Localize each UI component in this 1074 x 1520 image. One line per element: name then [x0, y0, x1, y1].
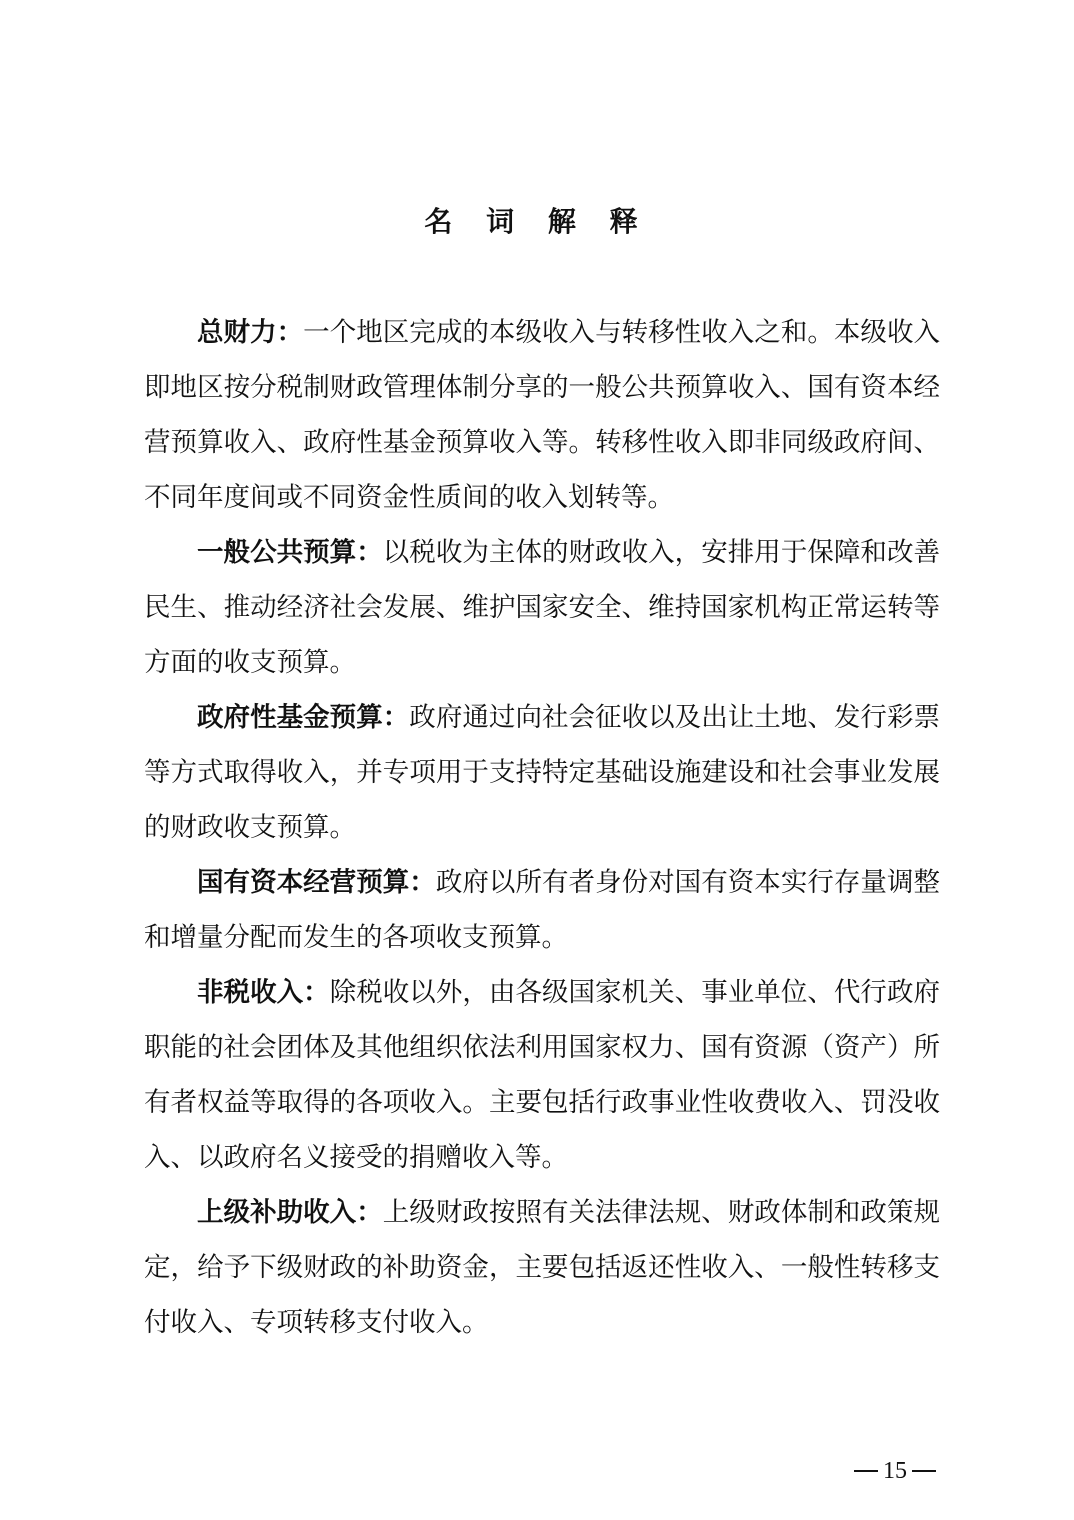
- page-number: 15: [883, 1457, 907, 1484]
- glossary-definition: 以税收为主体的财政收入，安排用于保障和改善民生、推动经济社会发展、维护国家安全、维持国家机构正常运转等方面的收支预算。: [144, 537, 941, 678]
- glossary-entry: [144, 525, 940, 690]
- glossary-entry: [144, 965, 940, 1185]
- page-number-dash-left: [854, 1470, 878, 1472]
- page-footer: [840, 1454, 950, 1488]
- glossary-term: 总财力：: [197, 317, 304, 348]
- glossary-definition: 除税收以外，由各级国家机关、事业单位、代行政府职能的社会团体及其他组织依法利用国家权力、国有资源（资产）所有者权益等取得的各项收入。主要包括行政事业性收费收入、罚没收入、以政府名义接受的捐赠收入等。: [144, 977, 941, 1173]
- page-title: 名 词 解 释: [424, 205, 650, 238]
- glossary-term: 政府性基金预算：: [197, 702, 410, 733]
- glossary-body: [144, 305, 940, 1350]
- page-number-dash-right: [912, 1470, 936, 1472]
- glossary-term: 国有资本经营预算：: [197, 867, 436, 898]
- glossary-entry: [144, 1185, 940, 1350]
- glossary-entry: [144, 690, 940, 855]
- glossary-entry: [144, 855, 940, 965]
- glossary-definition: 政府通过向社会征收以及出让土地、发行彩票等方式取得收入，并专项用于支持特定基础设施建设和社会事业发展的财政收支预算。: [144, 702, 941, 843]
- glossary-term: 一般公共预算：: [197, 537, 383, 568]
- glossary-definition: 一个地区完成的本级收入与转移性收入之和。本级收入即地区按分税制财政管理体制分享的一般公共预算收入、国有资本经营预算收入、政府性基金预算收入等。转移性收入即非同级政府间、不同年度间或不同资金性质间的收入划转等。: [144, 317, 941, 513]
- glossary-entry: [144, 305, 940, 525]
- glossary-term: 非税收入：: [197, 977, 330, 1008]
- glossary-definition: 上级财政按照有关法律法规、财政体制和政策规定，给予下级财政的补助资金，主要包括返还性收入、一般性转移支付收入、专项转移支付收入。: [144, 1197, 941, 1338]
- glossary-term: 上级补助收入：: [197, 1197, 383, 1228]
- glossary-definition: 政府以所有者身份对国有资本实行存量调整和增量分配而发生的各项收支预算。: [144, 867, 941, 953]
